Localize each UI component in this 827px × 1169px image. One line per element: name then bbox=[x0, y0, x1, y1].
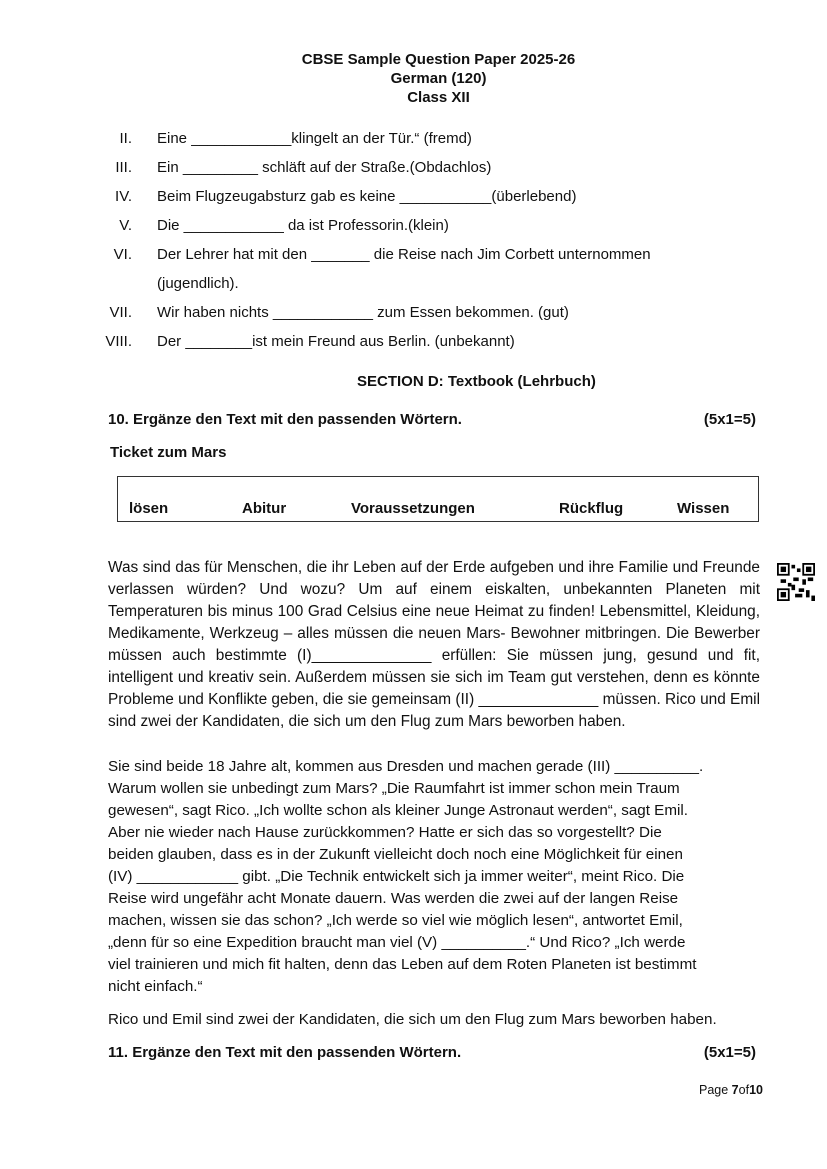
paper-class: Class XII bbox=[407, 89, 470, 106]
qr-code bbox=[777, 562, 815, 602]
list-item bbox=[96, 124, 736, 153]
page-header bbox=[0, 50, 827, 107]
question-10 bbox=[108, 411, 756, 428]
item-number: VII. bbox=[109, 304, 132, 321]
question-10-label: 10. Ergänze den Text mit den passenden Wörtern. bbox=[108, 411, 462, 428]
item-text: Die ____________ da ist Professorin.(klein) bbox=[157, 217, 449, 234]
item-text: Beim Flugzeugabsturz gab es keine ___________(überlebend) bbox=[157, 188, 577, 205]
page-total: 10 bbox=[749, 1083, 763, 1097]
item-text: Ein _________ schläft auf der Straße.(Obdachlos) bbox=[157, 159, 492, 176]
word-option: Rückflug bbox=[559, 500, 624, 517]
passage-line: „denn für so eine Expedition braucht man viel (V) __________.“ Und Rico? „Ich werde bbox=[108, 934, 686, 951]
word-option: lösen bbox=[129, 500, 169, 517]
passage-line: machen, wissen sie das schon? „Ich werde so viel wie möglich lesen“, antwortet Emil, bbox=[108, 912, 683, 929]
word-option: Abitur bbox=[242, 500, 287, 517]
passage-line: beiden glauben, dass es in der Zukunft vielleicht doch noch eine Möglichkeit für einen bbox=[108, 846, 683, 863]
item-number: V. bbox=[119, 217, 132, 234]
passage-line: Reise wird ungefähr acht Monate dauern. Was werden die zwei auf der langen Reise bbox=[108, 890, 679, 907]
paper-title: CBSE Sample Question Paper 2025-26 bbox=[301, 51, 576, 68]
item-number: VIII. bbox=[105, 333, 132, 350]
list-item bbox=[96, 327, 736, 356]
item-text: (jugendlich). bbox=[157, 275, 239, 292]
list-item bbox=[96, 153, 736, 182]
text-title: Ticket zum Mars bbox=[110, 444, 227, 461]
item-number: III. bbox=[115, 159, 132, 176]
passage-line: Sie sind beide 18 Jahre alt, kommen aus Dresden und machen gerade (III) __________. bbox=[108, 758, 704, 775]
item-text: Der Lehrer hat mit den _______ die Reise nach Jim Corbett unternommen bbox=[157, 246, 651, 263]
section-heading: SECTION D: Textbook (Lehrbuch) bbox=[357, 373, 596, 390]
closing-sentence: Rico und Emil sind zwei der Kandidaten, die sich um den Flug zum Mars beworben haben. bbox=[108, 1011, 717, 1028]
item-text: Der ________ist mein Freund aus Berlin. (unbekannt) bbox=[157, 333, 515, 350]
list-item bbox=[96, 182, 736, 211]
passage-line: Warum wollen sie unbedingt zum Mars? „Die Raumfahrt ist immer schon mein Traum bbox=[108, 780, 680, 797]
list-item-continuation bbox=[96, 269, 736, 298]
list-item bbox=[96, 298, 736, 327]
page-of: of bbox=[738, 1083, 750, 1097]
passage-paragraph-2 bbox=[108, 756, 768, 998]
exercise-list bbox=[96, 124, 736, 356]
question-11-marks: (5x1=5) bbox=[703, 1044, 756, 1061]
item-number: II. bbox=[119, 130, 132, 147]
paper-subject: German (120) bbox=[390, 70, 487, 87]
page-number bbox=[699, 1083, 763, 1097]
passage-line: Aber nie wieder nach Hause zurückkommen? Hatte er sich das so vorgestellt? Die bbox=[108, 824, 662, 841]
page-prefix: Page bbox=[699, 1083, 732, 1097]
passage-line: (IV) ____________ gibt. „Die Technik entwickelt sich ja immer weiter“, meint Rico. Die bbox=[108, 868, 685, 885]
question-11 bbox=[108, 1044, 756, 1061]
item-text: Eine ____________klingelt an der Tür.“ (fremd) bbox=[157, 130, 472, 147]
passage-line: gewesen“, sagt Rico. „Ich wollte schon als kleiner Junge Astronaut werden“, sagt Emil. bbox=[108, 802, 688, 819]
passage-line: viel trainieren und mich fit halten, denn das Leben auf dem Roten Planeten ist bestimmt bbox=[108, 956, 697, 973]
item-number: VI. bbox=[113, 246, 132, 263]
passage-line: nicht einfach.“ bbox=[108, 978, 203, 995]
word-option: Wissen bbox=[677, 500, 730, 517]
word-option: Voraussetzungen bbox=[351, 500, 475, 517]
item-text: Wir haben nichts ____________ zum Essen bekommen. (gut) bbox=[157, 304, 569, 321]
question-11-label: 11. Ergänze den Text mit den passenden Wörtern. bbox=[108, 1044, 462, 1061]
question-10-marks: (5x1=5) bbox=[703, 411, 756, 428]
passage-paragraph-1: Was sind das für Menschen, die ihr Leben auf der Erde aufgeben und ihre Familie und Freunde verlassen würden? Und wozu? Um auf einem eiskalten, unbekannten Planeten mit Temperaturen bis minus 100 Grad Celsius eine neue Heimat zu finden! Lebensmittel, Kleidung, Medikamente, Werkzeug – alles müssen die neuen Mars- Bewohner mitbringen. Die Bewerber müssen auch bestimmte (I)______________ erfüllen: Sie müssen jung, gesund und fit, intelligent und kreativ sein. Außerdem müssen sie sich im Team gut verstehen, denn es könnte Probleme und Konflikte geben, die sie gemeinsam (II) ______________ müssen. Rico und Emil sind zwei der Kandidaten, die sich um den Flug zum Mars beworben haben. bbox=[108, 559, 760, 730]
word-box bbox=[117, 476, 759, 522]
page-current: 7 bbox=[731, 1083, 739, 1097]
list-item bbox=[96, 240, 736, 269]
list-item bbox=[96, 211, 736, 240]
item-number: IV. bbox=[115, 188, 132, 205]
